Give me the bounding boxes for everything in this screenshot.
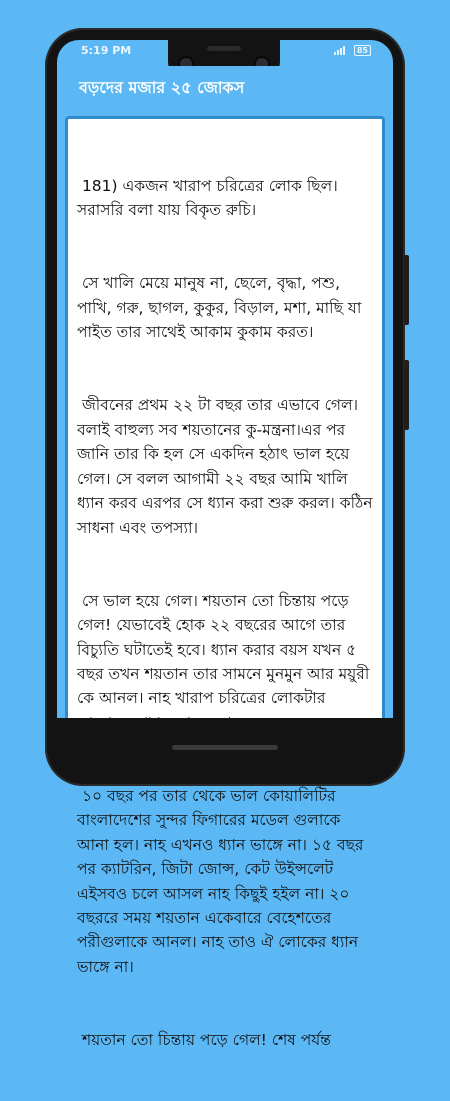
joke-content-card[interactable] [65, 116, 385, 1050]
battery-icon: 85 [354, 45, 371, 56]
screen [57, 40, 393, 1050]
bottom-bezel [57, 718, 393, 764]
gesture-bar[interactable] [172, 745, 278, 750]
paragraph: ১০ বছর পর তার থেকে ভাল কোয়ালিটির বাংলাদেশের সুন্দর ফিগারের মডেল গুলাকে আনা হল। নাহ এখনও ধ্যান ভাঙ্গে না। ১৫ বছর পর ক্যাটরিন, জিটা জোন্স, কেট উইন্সলেট এইসবও চলে আসল নাহ কিছুই হইল না। ২০ বছররে সময় শয়তান একেবারে বেহেশতের পরীগুলাকে আনল। নাহ তাও ঐ লোকের ধ্যান ভাঙ্গে না। [77, 786, 369, 976]
speaker-grille [207, 46, 241, 51]
signal-icon [334, 46, 348, 55]
paragraph: সে খালি মেয়ে মানুষ না, ছেলে, বৃদ্ধা, পশু, পাখি, গরু, ছাগল, কুকুর, বিড়াল, মশা, মাছি যা পাইত তার সাথেই আকাম কুকাম করত। [77, 274, 367, 342]
volume-button [404, 360, 409, 430]
status-time: 5:19 PM [81, 44, 132, 57]
paragraph: জীবনের প্রথম ২২ টা বছর তার এভাবে গেল। বলাই বাহুল্য সব শয়তানের কু-মন্ত্রনা।এর পর জানি তার কি হল সে একদিন হঠাৎ ভাল হয়ে গেল। সে বলল আগামী ২২ বছর আমি খালি ধ্যান করব এরপর সে ধ্যান করা শুরু করল। কঠিন সাধনা এবং তপস্যা। [77, 396, 378, 537]
paragraph: সে ভাল হয়ে গেল। শয়তান তো চিন্তায় পড়ে গেল! যেভাবেই হোক ২২ বছরের আগে তার বিচ্যুতি ঘটাতেই হবে। ধ্যান করার বয়স যখন ৫ বছর তখন শয়তান তার সামনে মুনমুন আর ময়ুরী কে আনল। নাহ খারাপ চরিত্রের লোকটার [77, 591, 370, 708]
page-title: বড়দের মজার ২৫ জোকস [79, 78, 245, 97]
joke-text [68, 119, 382, 1101]
status-icons [334, 45, 371, 56]
power-button [404, 255, 409, 325]
app-bar [57, 66, 393, 106]
paragraph: শয়তান তো চিন্তায় পড়ে গেল! শেষ পর্যন্ত [77, 1031, 331, 1050]
paragraph: 181) একজন খারাপ চরিত্রের লোক ছিল। সরাসরি বলা যায় বিকৃত রুচি। [77, 176, 343, 220]
